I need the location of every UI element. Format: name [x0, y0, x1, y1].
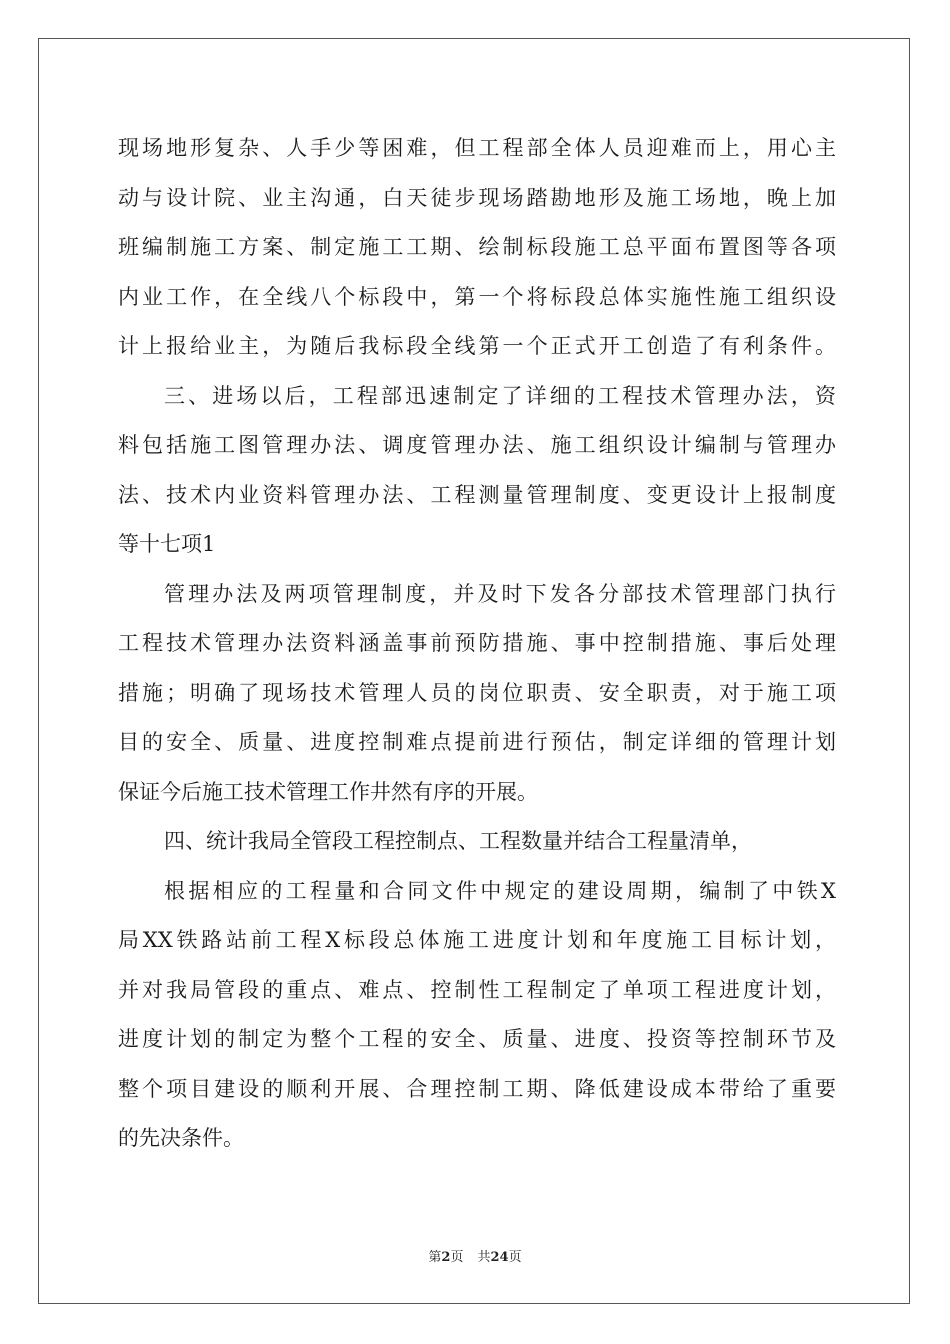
text-line: 管理办法及两项管理制度，并及时下发各分部技术管理部门执行	[164, 581, 836, 606]
text-line: 局XX铁路站前工程X标段总体施工进度计划和年度施工目标计划，	[118, 928, 836, 952]
text-line: 的先决条件。	[118, 1126, 244, 1150]
text-line: 保证今后施工技术管理工作井然有序的开展。	[118, 779, 538, 804]
text-line: 四、统计我局全管段工程控制点、工程数量并结合工程量清单，	[164, 829, 752, 853]
page-label-prefix: 第	[428, 1250, 442, 1265]
text-line: 内业工作，在全线八个标段中，第一个将标段总体实施性施工组织设	[118, 284, 836, 309]
text-line: 整个项目建设的顺利开展、合理控制工期、降低建设成本带给了重要	[118, 1076, 836, 1101]
text-line: 三、进场以后，工程部迅速制定了详细的工程技术管理办法，资	[164, 383, 836, 408]
text-line: 根据相应的工程量和合同文件中规定的建设周期，编制了中铁X	[164, 878, 836, 903]
page-footer	[0, 1246, 950, 1265]
text-line: 计上报给业主，为随后我标段全线第一个正式开工创造了有利条件。	[118, 334, 836, 358]
total-page-number: 24	[490, 1250, 509, 1265]
text-line: 目的安全、质量、进度控制难点提前进行预估，制定详细的管理计划	[118, 730, 836, 754]
total-label-prefix: 共	[477, 1250, 491, 1265]
text-line: 料包括施工图管理办法、调度管理办法、施工组织设计编制与管理办	[118, 433, 836, 457]
text-line: 等十七项1	[118, 532, 216, 556]
text-line: 进度计划的制定为整个工程的安全、质量、进度、投资等控制环节及	[118, 1027, 836, 1051]
document-body	[118, 124, 836, 1164]
text-line: 工程技术管理办法资料涵盖事前预防措施、事中控制措施、事后处理	[118, 631, 836, 655]
text-line: 并对我局管段的重点、难点、控制性工程制定了单项工程进度计划，	[118, 977, 836, 1002]
text-line: 法、技术内业资料管理办法、工程测量管理制度、变更设计上报制度	[118, 482, 836, 507]
page-label-suffix: 页	[450, 1250, 464, 1265]
total-label-suffix: 页	[508, 1250, 522, 1265]
text-line: 班编制施工方案、制定施工工期、绘制标段施工总平面布置图等各项	[118, 235, 836, 259]
text-line: 现场地形复杂、人手少等困难，但工程部全体人员迎难而上，用心主	[118, 136, 836, 160]
text-line: 动与设计院、业主沟通，白天徒步现场踏勘地形及施工场地，晚上加	[118, 185, 836, 210]
current-page-number: 2	[441, 1250, 451, 1265]
text-line: 措施；明确了现场技术管理人员的岗位职责、安全职责，对于施工项	[118, 680, 836, 705]
